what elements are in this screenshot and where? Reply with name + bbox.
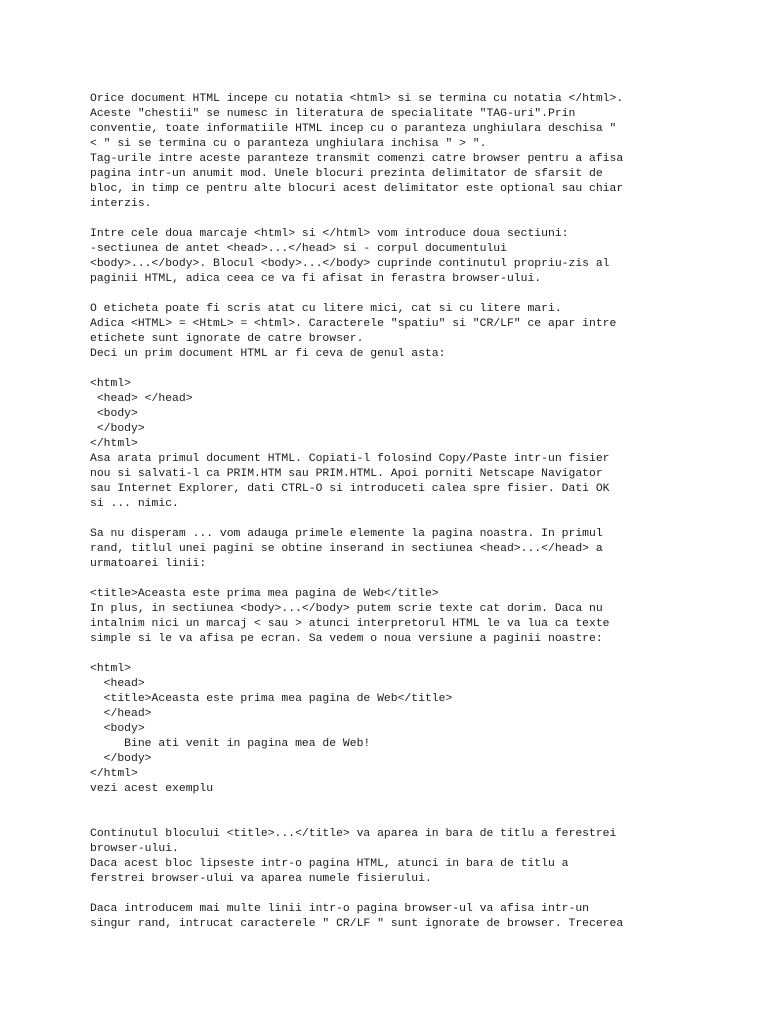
text-line: paginii HTML, adica ceea ce va fi afisat in ferastra browser-ului. — [90, 273, 542, 285]
text-line: <body>...</body>. Blocul <body>...</body> cuprinde continutul propriu-zis al — [90, 258, 610, 270]
text-line — [90, 647, 690, 662]
text-line: </head> — [90, 708, 152, 720]
text-line — [90, 797, 690, 812]
text-line: ferstrei browser-ului va aparea numele fisierului. — [90, 873, 432, 885]
text-line: <title>Aceasta este prima mea pagina de Web</title> — [90, 588, 439, 600]
text-line — [90, 287, 690, 302]
text-line: Sa nu disperam ... vom adauga primele elemente la pagina noastra. In primul — [90, 528, 603, 540]
text-line: </body> — [90, 753, 152, 765]
text-line: Daca acest bloc lipseste intr-o pagina HTML, atunci in bara de titlu a — [90, 858, 569, 870]
text-line: interzis. — [90, 198, 152, 210]
text-line: pagina intr-un anumit mod. Unele blocuri prezinta delimitator de sfarsit de — [90, 168, 603, 180]
text-line: nou si salvati-l ca PRIM.HTM sau PRIM.HTML. Apoi porniti Netscape Navigator — [90, 468, 603, 480]
text-line: intalnim nici un marcaj < sau > atunci interpretorul HTML le va lua ca texte — [90, 618, 610, 630]
text-line: < " si se termina cu o paranteza unghiulara inchisa " > ". — [90, 138, 487, 150]
text-line: Bine ati venit in pagina mea de Web! — [90, 738, 371, 750]
text-line: <head> — [90, 678, 145, 690]
text-line — [90, 572, 690, 587]
text-line: Asa arata primul document HTML. Copiati-l folosind Copy/Paste intr-un fisier — [90, 453, 610, 465]
text-line: In plus, in sectiunea <body>...</body> putem scrie texte cat dorim. Daca nu — [90, 603, 603, 615]
text-line — [90, 887, 690, 902]
text-line: Continutul blocului <title>...</title> va aparea in bara de titlu a ferestrei — [90, 828, 617, 840]
text-line: vezi acest exemplu — [90, 783, 214, 795]
text-line: </html> — [90, 768, 138, 780]
text-line: </html> — [90, 438, 138, 450]
text-line: Daca introducem mai multe linii intr-o pagina browser-ul va afisa intr-un — [90, 903, 589, 915]
text-line: sau Internet Explorer, dati CTRL-O si introduceti calea spre fisier. Dati OK — [90, 483, 610, 495]
text-line: browser-ului. — [90, 843, 179, 855]
text-line: singur rand, intrucat caracterele " CR/LF " sunt ignorate de browser. Trecerea — [90, 918, 624, 930]
text-line: rand, titlul unei pagini se obtine inserand in sectiunea <head>...</head> a — [90, 543, 603, 555]
text-line — [90, 812, 690, 827]
text-line: Aceste "chestii" se numesc in literatura de specialitate "TAG-uri".Prin — [90, 108, 576, 120]
text-line: -sectiunea de antet <head>...</head> si - corpul documentului — [90, 243, 507, 255]
text-line: <html> — [90, 378, 132, 390]
text-line: bloc, in timp ce pentru alte blocuri acest delimitator este optional sau chiar — [90, 183, 624, 195]
text-line: Tag-urile intre aceste paranteze transmit comenzi catre browser pentru a afisa — [90, 153, 624, 165]
text-line: <body> — [90, 408, 138, 420]
text-line: <html> — [90, 663, 132, 675]
document-body — [90, 92, 690, 932]
text-line: <body> — [90, 723, 145, 735]
text-line: Orice document HTML incepe cu notatia <html> si se termina cu notatia </html>. — [90, 93, 624, 105]
text-line: conventie, toate informatiile HTML incep cu o paranteza unghiulara deschisa " — [90, 123, 617, 135]
text-line: urmatoarei linii: — [90, 558, 207, 570]
text-line: </body> — [90, 423, 145, 435]
text-line: Intre cele doua marcaje <html> si </html> vom introduce doua sectiuni: — [90, 228, 569, 240]
text-line: simple si le va afisa pe ecran. Sa vedem o noua versiune a paginii noastre: — [90, 633, 603, 645]
text-line: O eticheta poate fi scris atat cu litere mici, cat si cu litere mari. — [90, 303, 562, 315]
text-line — [90, 212, 690, 227]
text-line: si ... nimic. — [90, 498, 179, 510]
text-line — [90, 512, 690, 527]
text-line — [90, 362, 690, 377]
text-line: <head> </head> — [90, 393, 193, 405]
text-line: Deci un prim document HTML ar fi ceva de genul asta: — [90, 348, 446, 360]
text-line: Adica <HTML> = <HtmL> = <html>. Caracterele "spatiu" si "CR/LF" ce apar intre — [90, 318, 617, 330]
text-line: <title>Aceasta este prima mea pagina de Web</title> — [90, 693, 453, 705]
text-line: etichete sunt ignorate de catre browser. — [90, 333, 364, 345]
